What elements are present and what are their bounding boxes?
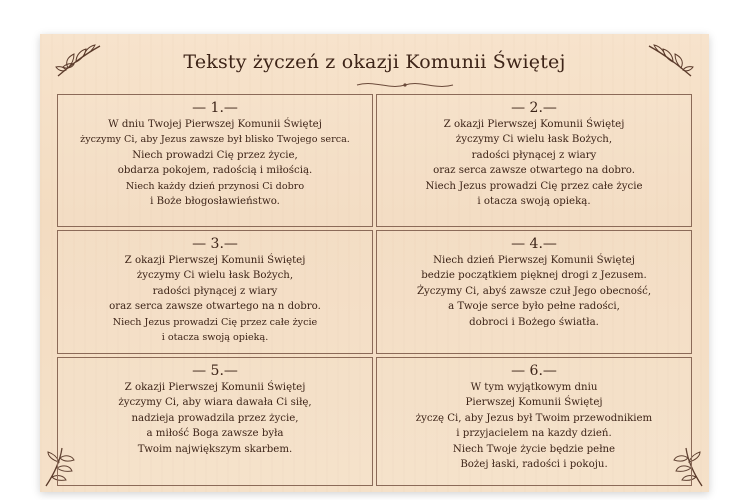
wish-line: radości płynącej z wiary bbox=[471, 149, 597, 161]
wish-line: Z okazji Pierwszej Komunii Świętej bbox=[443, 119, 625, 130]
wish-line: radości płynącej z wiary bbox=[152, 285, 278, 297]
wish-line: dobroci i Bożego światła. bbox=[469, 316, 599, 328]
wish-line: i otacza swoją opieką. bbox=[161, 332, 269, 344]
wish-line: Z okazji Pierwszej Komunii Świętej bbox=[124, 382, 306, 393]
wish-line: i przyjacielem na kazdy dzień. bbox=[456, 428, 612, 440]
wish-line: życzymy Ci wielu łask Bożych, bbox=[136, 270, 294, 282]
wish-line: obdarza pokojem, radością i miłością. bbox=[117, 165, 313, 177]
page-title: Teksty życzeń z okazji Komunii Świętej bbox=[183, 51, 566, 73]
wish-line: życzę Ci, aby Jezus był Twoim przewodnikiem bbox=[415, 412, 653, 424]
wish-card-3 bbox=[57, 230, 373, 354]
wish-card-6 bbox=[376, 357, 692, 486]
wish-number: — 5.— bbox=[192, 363, 238, 379]
wish-number: — 6.— bbox=[511, 363, 557, 379]
wish-line: Niech każdy dzień przynosi Ci dobro bbox=[125, 180, 305, 192]
flourish-ornament-icon bbox=[355, 79, 455, 91]
wish-line: życzymy Ci, aby wiara dawała Ci siłę, bbox=[118, 397, 312, 409]
wish-card-5 bbox=[57, 357, 373, 486]
wish-line: i otacza swoją opieką. bbox=[477, 196, 591, 208]
wish-line: życzymy Ci wielu łask Bożych, bbox=[455, 134, 613, 146]
wish-number: — 1.— bbox=[192, 100, 238, 116]
wish-number: — 2.— bbox=[511, 100, 557, 116]
wish-line: Niech prowadzi Cię przez życie, bbox=[132, 149, 298, 161]
wish-line: Z okazji Pierwszej Komunii Świętej bbox=[124, 255, 306, 266]
wooden-board bbox=[40, 34, 709, 492]
wish-line: życzymy Ci, aby Jezus zawsze był blisko Twojego serca. bbox=[80, 134, 350, 146]
wishes-grid bbox=[57, 94, 692, 486]
wish-number: — 4.— bbox=[511, 236, 557, 252]
wish-line: W tym wyjątkowym dniu bbox=[470, 382, 598, 393]
wish-line: Twoim największym skarbem. bbox=[137, 443, 293, 455]
wish-line: nadzieja prowadzila przez życie, bbox=[131, 412, 299, 424]
wish-line: Niech Twoje życie będzie pełne bbox=[452, 443, 616, 455]
wish-card-1 bbox=[57, 94, 373, 227]
wish-line: Bożej łaski, radości i pokoju. bbox=[460, 459, 608, 471]
wish-line: i Boże błogosławieństwo. bbox=[150, 196, 280, 208]
wish-card-4 bbox=[376, 230, 692, 354]
wish-line: a miłość Boga zawsze była bbox=[146, 428, 284, 440]
wish-number: — 3.— bbox=[192, 236, 238, 252]
wish-line: oraz serca zawsze otwartego na dobro. bbox=[433, 165, 635, 177]
wish-line: oraz serca zawsze otwartego na n dobro. bbox=[109, 301, 321, 313]
wish-card-2 bbox=[376, 94, 692, 227]
wish-line: W dniu Twojej Pierwszej Komunii Świętej bbox=[108, 119, 322, 130]
wish-line: Pierwszej Komunii Świętej bbox=[465, 397, 603, 409]
wish-line: Niech Jezus prowadzi Cię przez całe życie bbox=[425, 180, 643, 192]
wish-line: Życzymy Ci, abyś zawsze czuł Jego obecność, bbox=[416, 285, 652, 297]
wish-line: Niech Jezus prowadzi Cię przez całe życie bbox=[112, 316, 318, 328]
wish-line: Niech dzień Pierwszej Komunii Świętej bbox=[433, 255, 635, 266]
wish-line: bedzie początkiem pięknej drogi z Jezusem. bbox=[421, 270, 647, 282]
wish-line: a Twoje serce było pełne radości, bbox=[448, 301, 620, 313]
